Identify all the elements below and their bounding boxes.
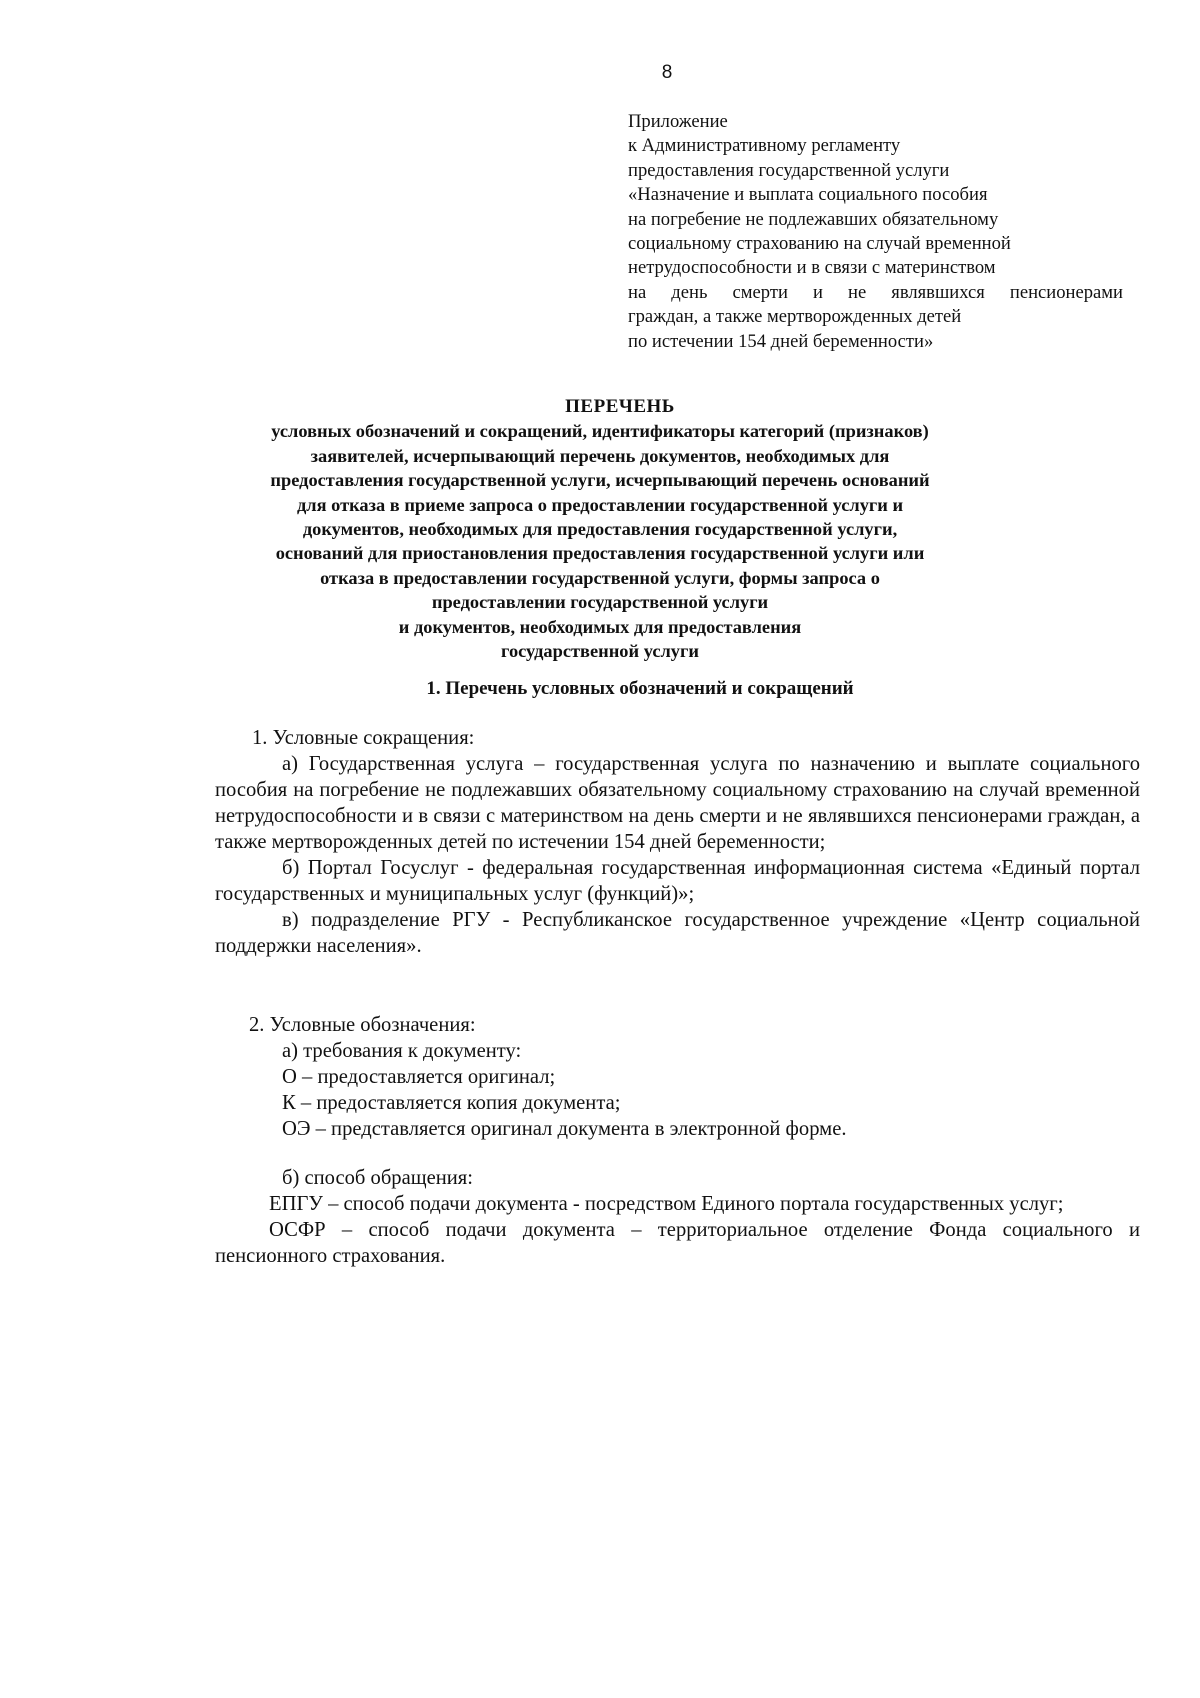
method-epgu: ЕПГУ – способ подачи документа - посредством Единого портала государственных услуг; bbox=[269, 1193, 1064, 1215]
abbreviation-item-b: б) Портал Госуслуг - федеральная государственная информационная система «Единый портал государственных и муниципальных услуг (функций)»; bbox=[215, 857, 1140, 905]
document-title bbox=[0, 395, 1200, 663]
method-block bbox=[215, 1165, 1140, 1269]
title-line: отказа в предоставлении государственной услуги, формы запроса о bbox=[320, 567, 880, 588]
title-line: предоставления государственной услуги, исчерпывающий перечень оснований bbox=[270, 470, 930, 491]
appendix-line: предоставления государственной услуги bbox=[628, 159, 950, 181]
requirement-original: О – предоставляется оригинал; bbox=[282, 1066, 556, 1088]
title-line: государственной услуги bbox=[501, 641, 699, 662]
title-line: для отказа в приеме запроса о предоставлении государственной услуги и bbox=[296, 494, 904, 515]
appendix-line: Приложение bbox=[628, 111, 728, 132]
requirement-electronic: ОЭ – представляется оригинал документа в электронной форме. bbox=[282, 1118, 847, 1140]
title-line: условных обозначений и сокращений, идентификаторы категорий (признаков) bbox=[271, 421, 929, 442]
title-line: и документов, необходимых для предоставления bbox=[398, 616, 802, 637]
appendix-line: на погребение не подлежавших обязательному bbox=[628, 208, 999, 230]
appendix-line: граждан, а также мертворожденных детей bbox=[628, 306, 962, 328]
appendix-line: к Административному регламенту bbox=[628, 135, 901, 157]
title-main: ПЕРЕЧЕНЬ bbox=[565, 396, 675, 417]
requirements-heading: а) требования к документу: bbox=[282, 1040, 522, 1062]
abbreviation-item-a: а) Государственная услуга – государственная услуга по назначению и выплате социального пособия на погребение не подлежавших обязательному социальному страхованию на случай временной нетрудоспособности и в связи с материнством на день смерти и не являвшихся пенсионерами граждан, а также мертворожденных детей по истечении 154 дней беременности; bbox=[215, 753, 1140, 853]
title-line: предоставлении государственной услуги bbox=[431, 592, 769, 613]
abbreviations-heading: 1. Условные сокращения: bbox=[252, 727, 475, 749]
method-heading: б) способ обращения: bbox=[282, 1167, 473, 1189]
requirement-copy: К – предоставляется копия документа; bbox=[282, 1092, 621, 1114]
section-heading: 1. Перечень условных обозначений и сокращений bbox=[426, 678, 854, 699]
appendix-line: по истечении 154 дней беременности» bbox=[628, 330, 934, 352]
appendix-line: «Назначение и выплата социального пособия bbox=[628, 184, 988, 206]
method-osfr: ОСФР – способ подачи документа – территориальное отделение Фонда социального и пенсионного страхования. bbox=[215, 1219, 1140, 1267]
title-line: документов, необходимых для предоставления государственной услуги, bbox=[302, 519, 898, 540]
appendix-header bbox=[628, 110, 1148, 354]
symbols-heading: 2. Условные обозначения: bbox=[249, 1014, 476, 1036]
title-line: заявителей, исчерпывающий перечень документов, необходимых для bbox=[310, 445, 890, 466]
abbreviation-item-v: в) подразделение РГУ - Республиканское государственное учреждение «Центр социальной поддержки населения». bbox=[215, 909, 1140, 957]
page-number: 8 bbox=[661, 62, 673, 83]
appendix-line: нетрудоспособности и в связи с материнством bbox=[628, 257, 996, 279]
appendix-line: социальному страхованию на случай временной bbox=[628, 233, 1011, 255]
title-line: оснований для приостановления предоставления государственной услуги или bbox=[275, 543, 925, 564]
abbreviations-block bbox=[215, 725, 1140, 959]
symbols-block bbox=[215, 1012, 1140, 1142]
appendix-line: на день смерти и не являвшихся пенсионерами bbox=[628, 281, 1123, 303]
